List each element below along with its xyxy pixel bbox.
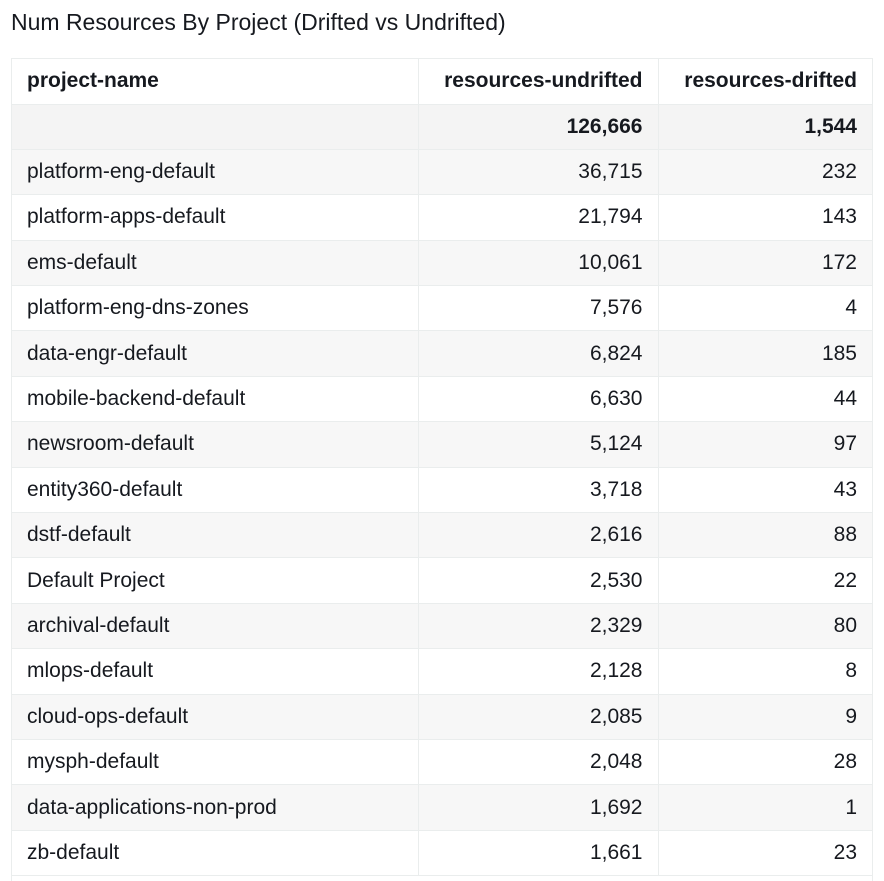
total-project-name: [12, 104, 418, 149]
table-row: [12, 694, 872, 739]
total-row: [12, 104, 872, 149]
resources-undrifted-cell: 2,048: [418, 739, 658, 784]
resources-drifted-cell: 4: [658, 286, 872, 331]
resources-undrifted-cell: 2,616: [418, 513, 658, 558]
table-row: [12, 513, 872, 558]
project-name-cell: data-applications-non-prod: [12, 785, 418, 830]
table-row: [12, 240, 872, 285]
project-name-cell: zb-default: [12, 830, 418, 875]
project-name-cell: dstf-default: [12, 513, 418, 558]
resources-drifted-cell: 1: [658, 785, 872, 830]
project-name-cell: platform-eng-dns-zones: [12, 286, 418, 331]
resources-drifted-cell: 43: [658, 467, 872, 512]
header-row: [12, 59, 872, 104]
resources-undrifted-cell: 2,085: [418, 694, 658, 739]
project-name-cell: mobile-backend-default: [12, 376, 418, 421]
table-row: [12, 376, 872, 421]
table-row: [12, 286, 872, 331]
table-row: [12, 785, 872, 830]
resources-table: [12, 59, 872, 876]
project-name-cell: platform-apps-default: [12, 195, 418, 240]
resources-table-container[interactable]: [11, 58, 873, 881]
column-header-resources-drifted[interactable]: resources-drifted: [658, 59, 872, 104]
table-row: [12, 467, 872, 512]
resources-undrifted-cell: 5,124: [418, 422, 658, 467]
resources-undrifted-cell: 36,715: [418, 149, 658, 194]
table-row: [12, 603, 872, 648]
resources-drifted-cell: 88: [658, 513, 872, 558]
widget-title: Num Resources By Project (Drifted vs Undrifted): [11, 9, 506, 35]
resources-undrifted-cell: 1,661: [418, 830, 658, 875]
project-name-cell: ems-default: [12, 240, 418, 285]
table-row: [12, 195, 872, 240]
resources-undrifted-cell: 21,794: [418, 195, 658, 240]
table-row: [12, 331, 872, 376]
resources-drifted-cell: 28: [658, 739, 872, 784]
project-name-cell: newsroom-default: [12, 422, 418, 467]
resources-undrifted-cell: 2,530: [418, 558, 658, 603]
resources-undrifted-cell: 2,329: [418, 603, 658, 648]
resources-undrifted-cell: 6,630: [418, 376, 658, 421]
table-row: [12, 422, 872, 467]
resources-undrifted-cell: 7,576: [418, 286, 658, 331]
project-name-cell: archival-default: [12, 603, 418, 648]
resources-drifted-cell: 232: [658, 149, 872, 194]
table-row: [12, 149, 872, 194]
project-name-cell: cloud-ops-default: [12, 694, 418, 739]
resources-drifted-cell: 185: [658, 331, 872, 376]
project-name-cell: platform-eng-default: [12, 149, 418, 194]
project-name-cell: mysph-default: [12, 739, 418, 784]
resources-undrifted-cell: 6,824: [418, 331, 658, 376]
column-header-project-name[interactable]: project-name: [12, 59, 418, 104]
total-resources-drifted: 1,544: [658, 104, 872, 149]
resources-drifted-cell: 80: [658, 603, 872, 648]
column-header-resources-undrifted[interactable]: resources-undrifted: [418, 59, 658, 104]
resources-drifted-cell: 143: [658, 195, 872, 240]
resources-drifted-cell: 97: [658, 422, 872, 467]
resources-drifted-cell: 22: [658, 558, 872, 603]
resources-drifted-cell: 9: [658, 694, 872, 739]
project-name-cell: entity360-default: [12, 467, 418, 512]
resources-undrifted-cell: 1,692: [418, 785, 658, 830]
resources-undrifted-cell: 10,061: [418, 240, 658, 285]
project-name-cell: Default Project: [12, 558, 418, 603]
resources-drifted-cell: 23: [658, 830, 872, 875]
total-resources-undrifted: 126,666: [418, 104, 658, 149]
table-row: [12, 558, 872, 603]
table-row: [12, 739, 872, 784]
resources-undrifted-cell: 3,718: [418, 467, 658, 512]
table-row: [12, 830, 872, 875]
resources-undrifted-cell: 2,128: [418, 649, 658, 694]
resources-drifted-cell: 172: [658, 240, 872, 285]
resources-drifted-cell: 8: [658, 649, 872, 694]
resources-drifted-cell: 44: [658, 376, 872, 421]
project-name-cell: data-engr-default: [12, 331, 418, 376]
table-row: [12, 649, 872, 694]
project-name-cell: mlops-default: [12, 649, 418, 694]
